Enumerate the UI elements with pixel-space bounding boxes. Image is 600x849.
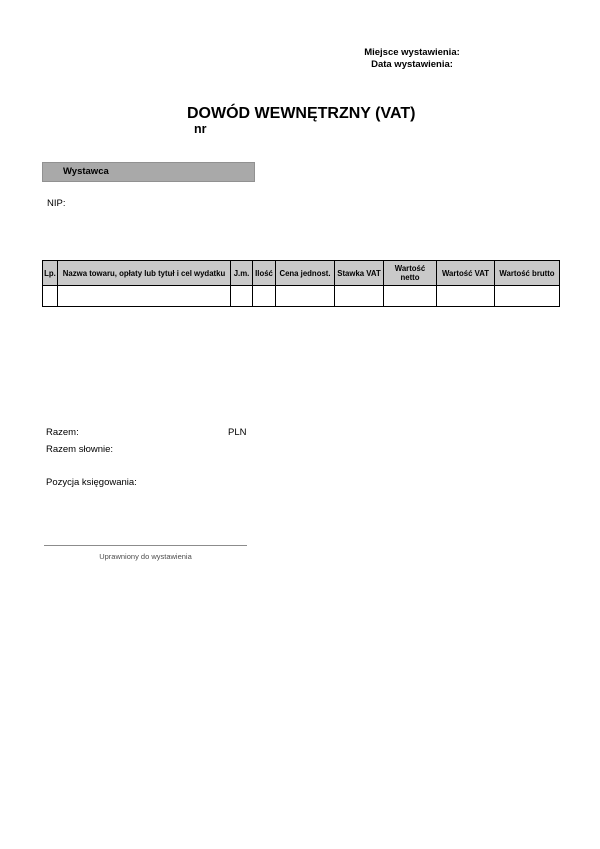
cell-unit	[231, 286, 253, 307]
cell-gross	[495, 286, 560, 307]
cell-vat-rate	[335, 286, 384, 307]
nip-label: NIP:	[47, 198, 66, 209]
issuer-section-header: Wystawca	[42, 162, 255, 182]
currency-label: PLN	[228, 427, 247, 438]
cell-qty	[253, 286, 276, 307]
issue-date-label: Data wystawienia:	[371, 59, 453, 70]
signature-line	[44, 545, 247, 546]
items-table	[42, 260, 560, 307]
total-in-words-label: Razem słownie:	[46, 444, 114, 455]
col-header-unit: J.m.	[231, 261, 253, 286]
table-header-row	[43, 261, 560, 286]
col-header-vat: Wartość VAT	[437, 261, 495, 286]
cell-unit-price	[276, 286, 335, 307]
issue-block	[332, 47, 492, 71]
booking-position-label: Pozycja księgowania:	[46, 477, 137, 488]
table-row	[43, 286, 560, 307]
col-header-name: Nazwa towaru, opłaty lub tytuł i cel wydatku	[58, 261, 231, 286]
col-header-vat-rate: Stawka VAT	[335, 261, 384, 286]
col-header-unit-price: Cena jednost.	[276, 261, 335, 286]
total-label: Razem:	[46, 427, 79, 438]
signature-caption: Uprawniony do wystawienia	[99, 552, 192, 561]
col-header-gross: Wartość brutto	[495, 261, 560, 286]
col-header-lp: Lp.	[43, 261, 58, 286]
document-number-label: nr	[194, 122, 207, 136]
cell-vat	[437, 286, 495, 307]
document-title: DOWÓD WEWNĘTRZNY (VAT)	[187, 105, 416, 122]
cell-lp	[43, 286, 58, 307]
cell-net	[384, 286, 437, 307]
col-header-qty: Ilość	[253, 261, 276, 286]
cell-name	[58, 286, 231, 307]
issue-place-label: Miejsce wystawienia:	[364, 47, 460, 58]
col-header-net: Wartość netto	[384, 261, 437, 286]
